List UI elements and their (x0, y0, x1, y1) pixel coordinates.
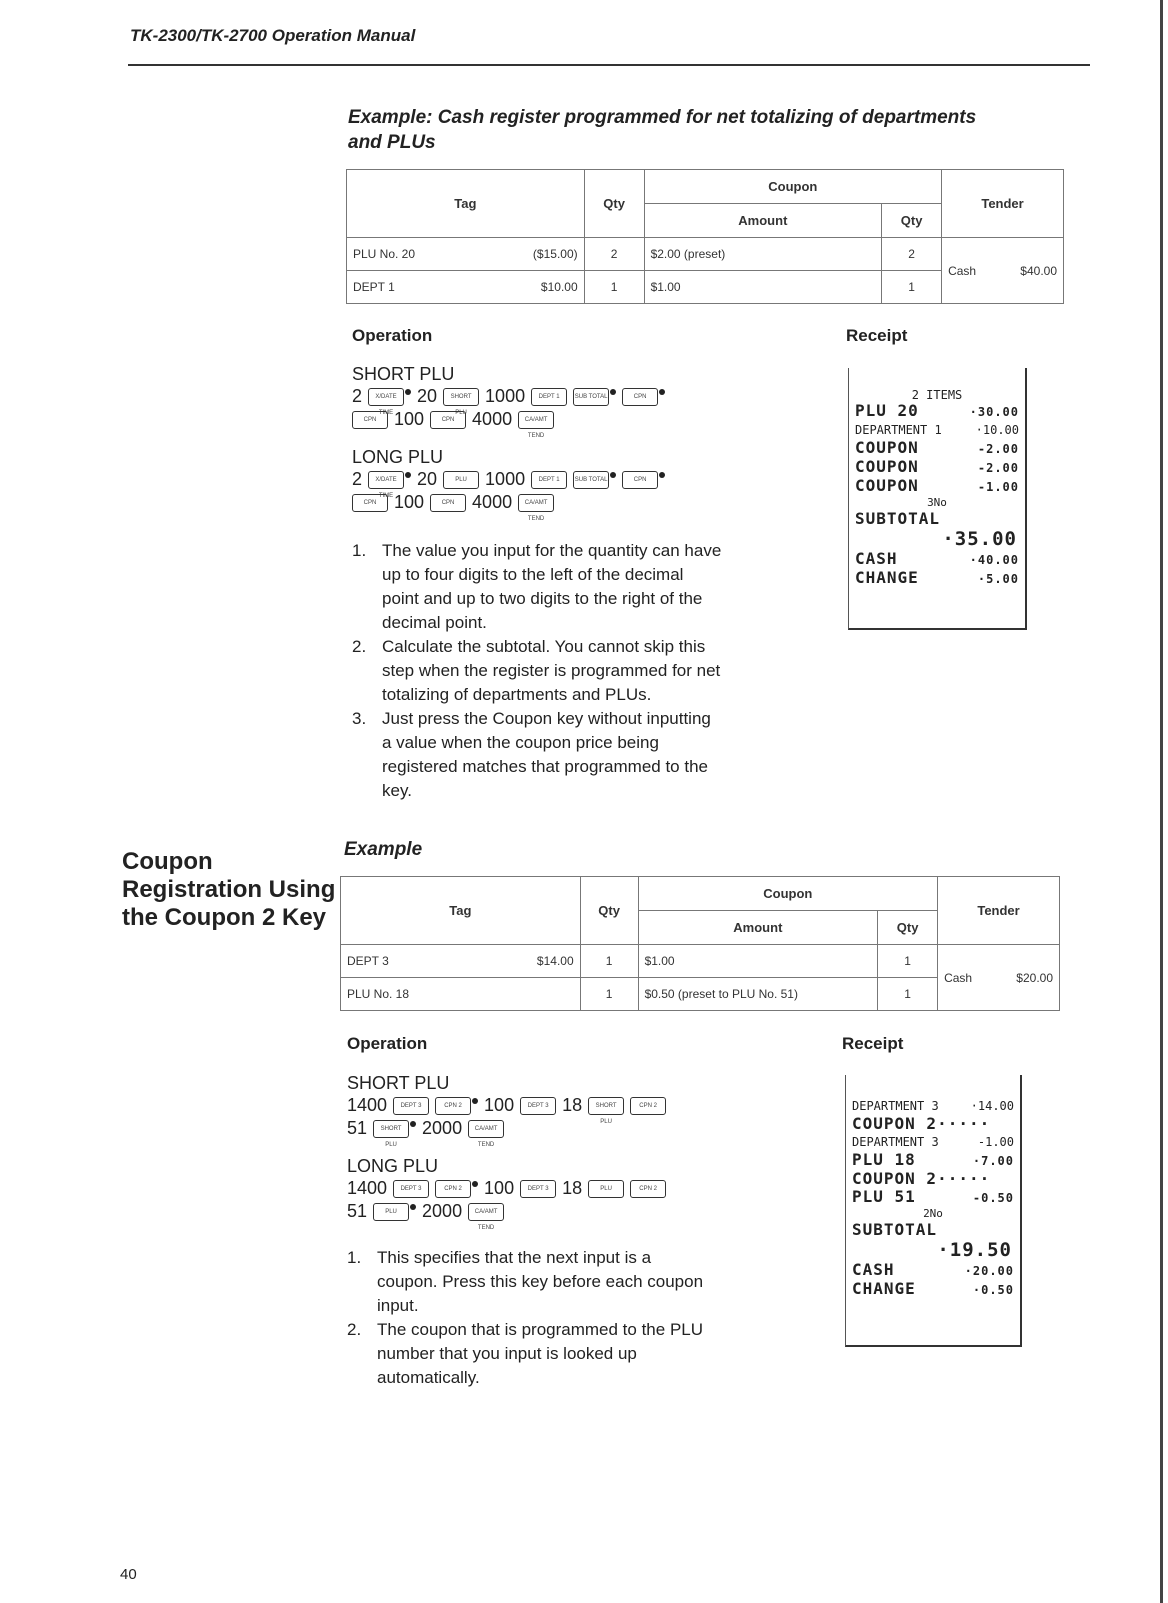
receipt-line: CHANGE ·5.00 (855, 568, 1019, 587)
key-sequence: 1400 DEPT 3 CPN 2 100 DEPT 3 18 PLU CPN 2 (347, 1177, 666, 1200)
coupon-2-key: CPN 2 (630, 1097, 666, 1115)
receipt-line: PLU 18 ·7.00 (852, 1150, 1014, 1169)
page-edge (1160, 0, 1163, 1603)
receipt-line: COUPON -2.00 (855, 457, 1019, 476)
short-plu-key: SHORT PLU (588, 1097, 624, 1115)
plu-key: PLU (373, 1203, 409, 1221)
dept-1-key: DEPT 1 (531, 388, 567, 406)
tender-cell: Cash $20.00 (938, 945, 1060, 1011)
page-number: 40 (120, 1566, 137, 1583)
header-coupon: Coupon (638, 877, 938, 911)
coupon-2-key: CPN 2 (435, 1180, 471, 1198)
header-tender: Tender (938, 877, 1060, 945)
short-plu-label: SHORT PLU (352, 364, 455, 384)
receipt-heading: Receipt (846, 326, 908, 345)
receipt-line: COUPON 2····· (852, 1114, 991, 1133)
header-qty: Qty (584, 170, 644, 238)
long-plu-label: LONG PLU (347, 1156, 439, 1176)
receipt-count: 2No (923, 1207, 943, 1220)
receipt-count: 3No (927, 496, 947, 509)
key-sequence: 51 SHORT PLU 2000 CA/AMT TEND (347, 1117, 666, 1140)
note-marker (610, 472, 616, 478)
dept-1-key: DEPT 1 (531, 471, 567, 489)
cash-key: CA/AMT TEND (468, 1203, 504, 1221)
short-plu-key: SHORT PLU (443, 388, 479, 406)
list-item: 1. The value you input for the quantity can have up to four digits to the left of the decimal point and up to two digits to the right of the decimal point. (352, 541, 722, 632)
key-sequence: 1400 DEPT 3 CPN 2 100 DEPT 3 18 SHORT PLU CPN 2 (347, 1094, 666, 1117)
receipt-line: SUBTOTAL (852, 1220, 938, 1239)
items-count: 2 ITEMS (911, 388, 963, 402)
receipt-line: SUBTOTAL (855, 509, 941, 528)
receipt-line: PLU 20 ·30.00 (855, 401, 1019, 420)
coupon-key: CPN (352, 494, 388, 512)
key-sequence: CPN 100 CPN 4000 CA/AMT TEND (352, 408, 665, 431)
qty-key: X/DATE TIME (368, 471, 404, 489)
operation-heading: Operation (347, 1034, 428, 1053)
operation-steps (347, 1073, 666, 1231)
receipt-line: COUPON 2····· (852, 1169, 991, 1188)
long-plu-label: LONG PLU (352, 447, 444, 467)
list-item: 2. The coupon that is programmed to the PLU number that you input is looked up automatically. (347, 1320, 704, 1387)
notes-list (347, 1246, 707, 1390)
header-amount: Amount (638, 911, 878, 945)
tender-cell: Cash $40.00 (942, 238, 1064, 304)
header-rule (128, 64, 1090, 66)
note-marker (410, 1121, 416, 1127)
header-qty: Qty (580, 877, 638, 945)
receipt-line: CASH ·20.00 (852, 1260, 1014, 1279)
receipt-line: DEPARTMENT 1 ·10.00 (855, 423, 1019, 437)
table-row: PLU No. 20 ($15.00) 2 $2.00 (preset) 2 Cash $40.00 (347, 238, 1064, 271)
plu-key: PLU (443, 471, 479, 489)
cash-key: CA/AMT TEND (518, 411, 554, 429)
qty-key: X/DATE TIME (368, 388, 404, 406)
coupon-key: CPN (352, 411, 388, 429)
cash-key: CA/AMT TEND (468, 1120, 504, 1138)
list-item: 3. Just press the Coupon key without inputting a value when the coupon price being registered matches that programmed to the key. (352, 709, 711, 800)
header-coupon-qty: Qty (882, 204, 942, 238)
key-sequence: 51 PLU 2000 CA/AMT TEND (347, 1200, 666, 1223)
manual-title: TK-2300/TK-2700 Operation Manual (130, 26, 416, 45)
header-tender: Tender (942, 170, 1064, 238)
short-plu-label: SHORT PLU (347, 1073, 450, 1093)
note-marker (405, 389, 411, 395)
receipt-1 (848, 368, 1027, 630)
coupon-2-key: CPN 2 (435, 1097, 471, 1115)
subtotal-value: ·19.50 (937, 1239, 1012, 1261)
operation-steps (352, 364, 665, 522)
receipt-line: CASH ·40.00 (855, 549, 1019, 568)
coupon-2-key: CPN 2 (630, 1180, 666, 1198)
header-tag: Tag (341, 877, 581, 945)
receipt-line: DEPARTMENT 3 ·14.00 (852, 1099, 1014, 1113)
note-marker (405, 472, 411, 478)
note-marker (472, 1181, 478, 1187)
notes-list (352, 539, 724, 803)
table-row: DEPT 1 $10.00 1 $1.00 1 (347, 271, 1064, 304)
key-sequence: 2 X/DATE TIME 20 PLU 1000 DEPT 1 SUB TOTAL CPN (352, 468, 665, 491)
note-marker (472, 1098, 478, 1104)
receipt-line: COUPON -1.00 (855, 476, 1019, 495)
header-coupon-qty: Qty (878, 911, 938, 945)
coupon-key: CPN (622, 471, 658, 489)
example-label: Example (344, 839, 423, 860)
coupon-key: CPN (622, 388, 658, 406)
key-sequence: 2 X/DATE TIME 20 SHORT PLU 1000 DEPT 1 SUB TOTAL CPN (352, 385, 665, 408)
receipt-line: CHANGE ·0.50 (852, 1279, 1014, 1298)
example-table-2 (340, 876, 1060, 1011)
header-tag: Tag (347, 170, 585, 238)
note-marker (410, 1204, 416, 1210)
operation-heading: Operation (352, 326, 433, 345)
table-row: PLU No. 18 1 $0.50 (preset to PLU No. 51) 1 (341, 978, 1060, 1011)
dept-3-key: DEPT 3 (520, 1097, 556, 1115)
coupon-key: CPN (430, 494, 466, 512)
note-marker (659, 389, 665, 395)
receipt-heading: Receipt (842, 1034, 904, 1053)
subtotal-key: SUB TOTAL (573, 471, 609, 489)
list-item: 1. This specifies that the next input is a coupon. Press this key before each coupon input. (347, 1248, 704, 1315)
receipt-line: COUPON -2.00 (855, 438, 1019, 457)
receipt-line: DEPARTMENT 3 -1.00 (852, 1135, 1014, 1149)
coupon-key: CPN (430, 411, 466, 429)
dept-3-key: DEPT 3 (393, 1097, 429, 1115)
dept-3-key: DEPT 3 (393, 1180, 429, 1198)
header-coupon: Coupon (644, 170, 942, 204)
section-heading: Coupon Registration Using the Coupon 2 Key (122, 848, 336, 931)
subtotal-value: ·35.00 (942, 528, 1017, 550)
note-marker (610, 389, 616, 395)
table-row: DEPT 3 $14.00 1 $1.00 1 Cash $20.00 (341, 945, 1060, 978)
example-table-1 (346, 169, 1064, 304)
header-amount: Amount (644, 204, 882, 238)
plu-key: PLU (588, 1180, 624, 1198)
receipt-2 (845, 1075, 1022, 1347)
list-item: 2. Calculate the subtotal. You cannot skip this step when the register is programmed for net totalizing of departments and PLUs. (352, 637, 721, 704)
short-plu-key: SHORT PLU (373, 1120, 409, 1138)
key-sequence: CPN 100 CPN 4000 CA/AMT TEND (352, 491, 665, 514)
cash-key: CA/AMT TEND (518, 494, 554, 512)
subtotal-key: SUB TOTAL (573, 388, 609, 406)
receipt-line: PLU 51 -0.50 (852, 1187, 1014, 1206)
dept-3-key: DEPT 3 (520, 1180, 556, 1198)
example-title: Example: Cash register programmed for net totalizing of departments and PLUs (348, 107, 977, 153)
note-marker (659, 472, 665, 478)
